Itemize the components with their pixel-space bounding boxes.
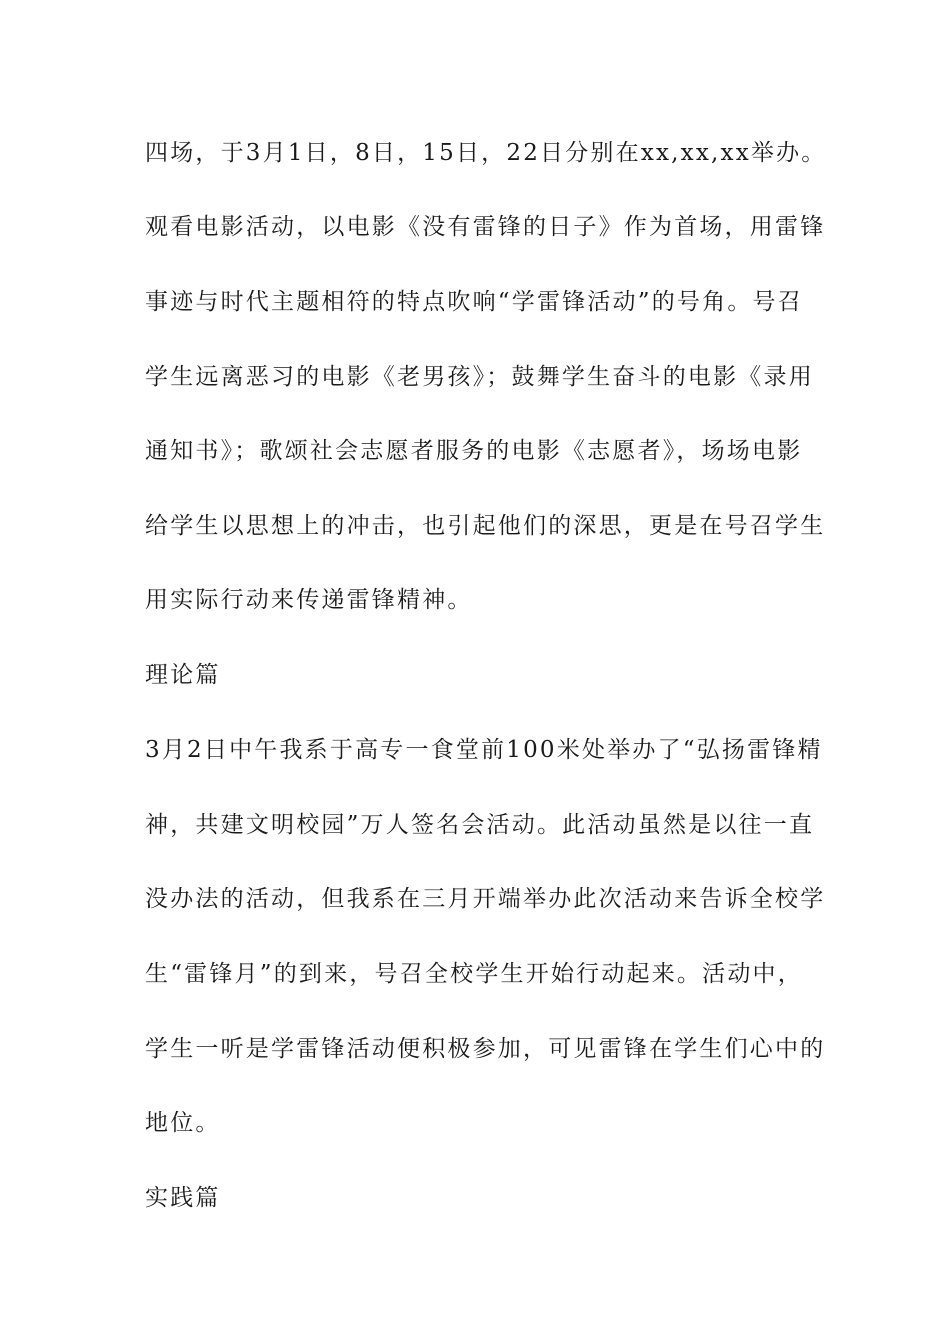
paragraph-line: 观看电影活动，以电影《没有雷锋的日子》作为首场，用雷锋 (145, 214, 826, 240)
paragraph-line: 学生远离恶习的电影《老男孩》；鼓舞学生奋斗的电影《录用 (145, 364, 814, 390)
section-heading-theory: 理论篇 (145, 662, 221, 688)
paragraph-line: 给学生以思想上的冲击，也引起他们的深思，更是在号召学生 (145, 513, 826, 539)
paragraph-line: 神，共建文明校园”万人签名会活动。此活动虽然是以往一直 (145, 812, 815, 838)
paragraph-line: 四场，于3月1日，8日，15日，22日分别在xx,xx,xx举办。 (145, 140, 827, 166)
section-heading-practice: 实践篇 (145, 1185, 221, 1211)
paragraph-line: 事迹与时代主题相符的特点吹响“学雷锋活动”的号角。号召 (145, 289, 803, 315)
paragraph-line: 没办法的活动，但我系在三月开端举办此次活动来告诉全校学 (145, 886, 826, 912)
paragraph-line: 生“雷锋月”的到来，号召全校学生开始行动起来。活动中， (145, 961, 803, 987)
paragraph-line: 用实际行动来传递雷锋精神。 (145, 587, 473, 613)
paragraph-line: 学生一听是学雷锋活动便积极参加，可见雷锋在学生们心中的 (145, 1036, 826, 1062)
paragraph-line: 通知书》；歌颂社会志愿者服务的电影《志愿者》，场场电影 (145, 438, 803, 464)
paragraph-line: 地位。 (145, 1110, 221, 1136)
paragraph-line: 3月2日中午我系于高专一食堂前100米处举办了“弘扬雷锋精 (145, 737, 823, 763)
